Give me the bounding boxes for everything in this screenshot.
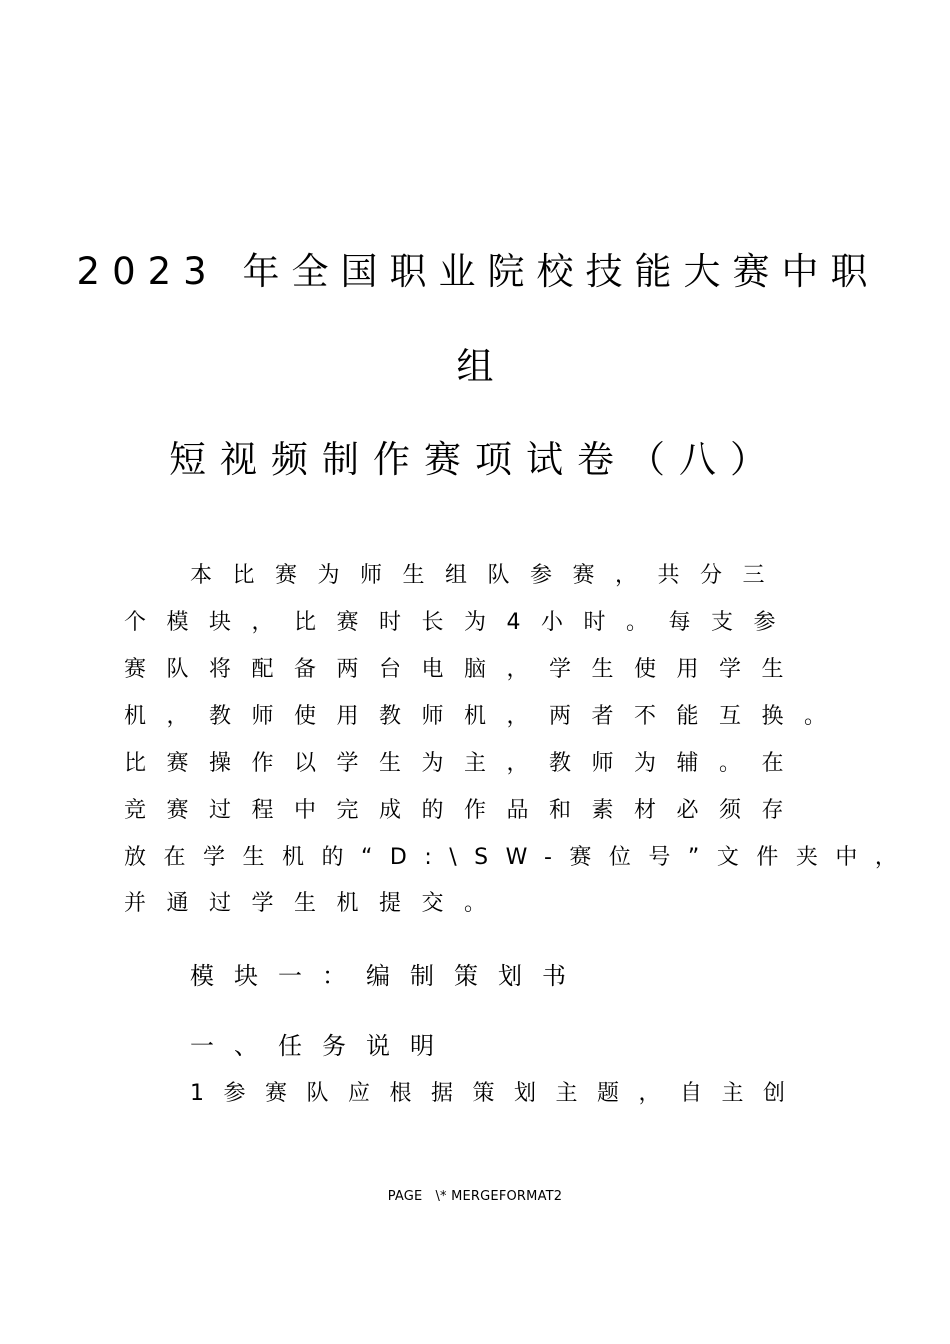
document-subtitle: 短视频制作赛项试卷（八） [169,438,781,481]
intro-line: 个模块，比赛时长为4小时。每支参 [124,610,796,635]
intro-line: 并通过学生机提交。 [124,891,507,916]
page-footer-field: PAGE \* MERGEFORMAT2 [387,1189,563,1204]
intro-line: 赛队将配备两台电脑，学生使用学生 [124,657,805,682]
module-heading: 模块一：编制策划书 [190,962,586,990]
intro-line: 放在学生机的“D:\SW-赛位号”文件夹中， [124,845,915,870]
intro-line: 竞赛过程中完成的作品和素材必须存 [124,798,805,823]
document-title-line-1: 2023 年全国职业院校技能大赛中职 [76,250,880,293]
document-title-line-2: 组 [456,345,506,388]
intro-line: 机，教师使用教师机，两者不能互换。 [124,704,847,729]
task-line: 1参赛队应根据策划主题，自主创 [190,1081,805,1106]
intro-line: 本比赛为师生组队参赛，共分三 [190,563,786,588]
section-heading: 一、任务说明 [190,1032,454,1060]
intro-line: 比赛操作以学生为主，教师为辅。在 [124,751,805,776]
